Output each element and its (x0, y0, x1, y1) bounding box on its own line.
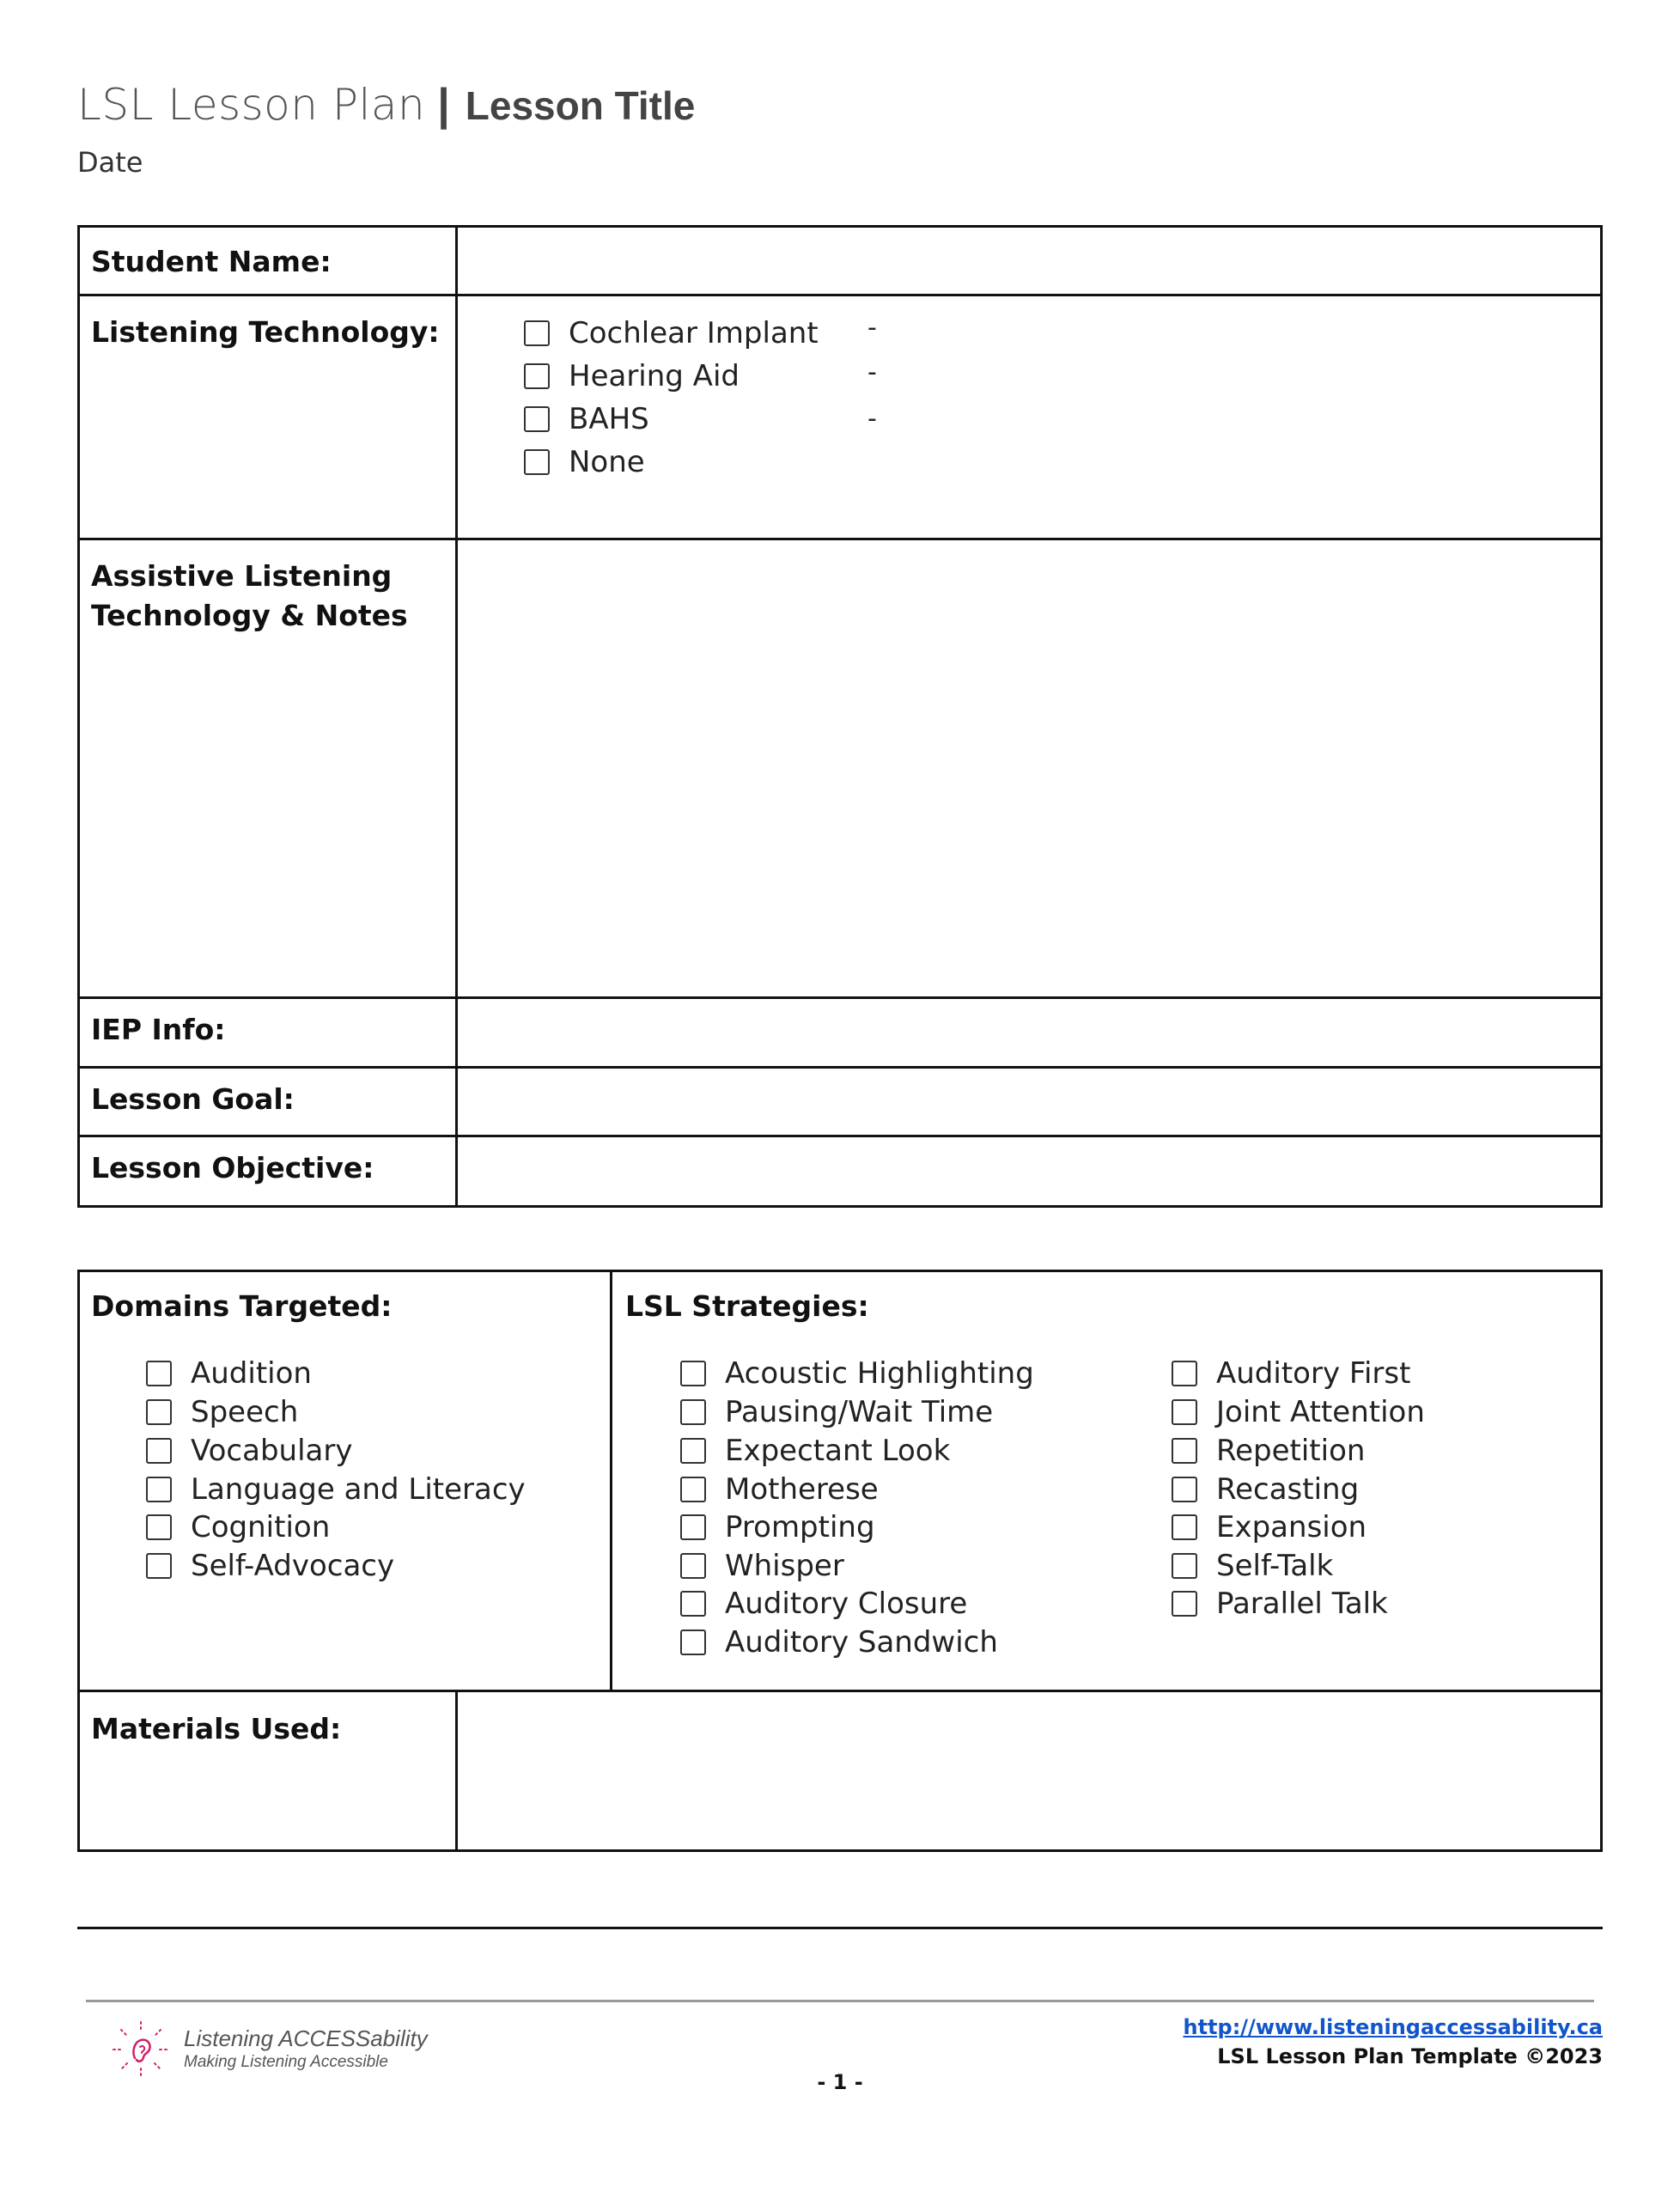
student-name-field[interactable] (459, 228, 1600, 293)
logo-tagline: Making Listening Accessible (184, 2053, 388, 2071)
lesson-objective-field[interactable] (459, 1137, 1600, 1206)
strategy-auditory-closure[interactable]: Auditory Closure (680, 1585, 967, 1623)
website-link[interactable]: http://www.listeningaccessability.ca (1183, 2015, 1603, 2039)
checkbox[interactable] (680, 1361, 706, 1386)
date-field[interactable]: Date (77, 146, 143, 179)
strategy-motherese[interactable]: Motherese (680, 1471, 879, 1508)
option-hearing-aid[interactable]: Hearing Aid (524, 357, 740, 395)
strategy-whisper[interactable]: Whisper (680, 1547, 844, 1585)
domain-vocabulary[interactable]: Vocabulary (146, 1432, 352, 1470)
copyright-text: LSL Lesson Plan Template ©2023 (1217, 2044, 1603, 2068)
iep-info-label: IEP Info: (91, 1013, 226, 1046)
checkbox[interactable] (146, 1514, 172, 1540)
checkbox[interactable] (680, 1553, 706, 1579)
table-divider (610, 1270, 612, 1691)
divider-line (77, 1927, 1603, 1929)
strategy-prompting[interactable]: Prompting (680, 1508, 875, 1546)
lesson-objective-label: Lesson Objective: (91, 1151, 374, 1185)
page-title: LSL Lesson Plan (77, 80, 426, 130)
listening-technology-label: Listening Technology: (91, 315, 440, 349)
checkbox[interactable] (146, 1399, 172, 1425)
logo-name: Listening ACCESSability (184, 2025, 428, 2051)
domain-self-advocacy[interactable]: Self-Advocacy (146, 1547, 394, 1585)
checkbox[interactable] (1172, 1591, 1197, 1617)
dash-marker: - (867, 313, 877, 343)
iep-info-field[interactable] (459, 999, 1600, 1065)
strategy-acoustic-highlighting[interactable]: Acoustic Highlighting (680, 1355, 1034, 1392)
strategy-joint-attention[interactable]: Joint Attention (1172, 1393, 1425, 1431)
strategy-expansion[interactable]: Expansion (1172, 1508, 1367, 1546)
footer-divider (86, 2000, 1594, 2002)
strategy-recasting[interactable]: Recasting (1172, 1471, 1359, 1508)
domain-audition[interactable]: Audition (146, 1355, 312, 1392)
strategy-auditory-sandwich[interactable]: Auditory Sandwich (680, 1623, 998, 1661)
table-divider (77, 294, 1603, 296)
dash-marker: - (867, 404, 877, 434)
strategy-pausing-wait-time[interactable]: Pausing/Wait Time (680, 1393, 993, 1431)
lesson-title[interactable]: Lesson Title (465, 83, 696, 128)
checkbox[interactable] (680, 1477, 706, 1502)
strategy-expectant-look[interactable]: Expectant Look (680, 1432, 950, 1470)
page-number: - 1 - (817, 2070, 863, 2094)
title-separator: | (437, 80, 450, 130)
checkbox[interactable] (146, 1553, 172, 1579)
lesson-goal-label: Lesson Goal: (91, 1082, 295, 1116)
dash-marker: - (867, 357, 877, 387)
checkbox[interactable] (680, 1399, 706, 1425)
checkbox[interactable] (524, 363, 550, 389)
checkbox[interactable] (1172, 1514, 1197, 1540)
strategy-parallel-talk[interactable]: Parallel Talk (1172, 1585, 1388, 1623)
checkbox[interactable] (146, 1361, 172, 1386)
option-bahs[interactable]: BAHS (524, 400, 649, 438)
student-name-label: Student Name: (91, 245, 332, 278)
checkbox[interactable] (1172, 1477, 1197, 1502)
checkbox[interactable] (146, 1477, 172, 1502)
assistive-listening-label: Assistive Listening Technology & Notes (91, 559, 408, 632)
domain-language-literacy[interactable]: Language and Literacy (146, 1471, 526, 1508)
checkbox[interactable] (1172, 1399, 1197, 1425)
checkbox[interactable] (680, 1629, 706, 1655)
domain-cognition[interactable]: Cognition (146, 1508, 330, 1546)
assistive-notes-field[interactable] (459, 540, 1600, 996)
page-header (77, 79, 695, 131)
materials-used-label: Materials Used: (91, 1712, 342, 1745)
domain-speech[interactable]: Speech (146, 1393, 298, 1431)
table-divider (455, 1690, 458, 1852)
footer-info (1183, 2013, 1603, 2071)
checkbox[interactable] (680, 1514, 706, 1540)
table-divider (455, 225, 458, 1208)
checkbox[interactable] (524, 320, 550, 346)
checkbox[interactable] (680, 1438, 706, 1464)
materials-used-field[interactable] (459, 1692, 1600, 1850)
checkbox[interactable] (524, 449, 550, 475)
checkbox[interactable] (1172, 1361, 1197, 1386)
lsl-strategies-label: LSL Strategies: (625, 1289, 869, 1323)
lesson-goal-field[interactable] (459, 1069, 1600, 1134)
checkbox[interactable] (1172, 1553, 1197, 1579)
option-cochlear-implant[interactable]: Cochlear Implant (524, 314, 819, 352)
checkbox[interactable] (146, 1438, 172, 1464)
checkbox[interactable] (680, 1591, 706, 1617)
strategy-repetition[interactable]: Repetition (1172, 1432, 1365, 1470)
strategy-self-talk[interactable]: Self-Talk (1172, 1547, 1333, 1585)
strategy-auditory-first[interactable]: Auditory First (1172, 1355, 1410, 1392)
option-none[interactable]: None (524, 443, 645, 481)
checkbox[interactable] (524, 406, 550, 432)
domains-targeted-label: Domains Targeted: (91, 1289, 393, 1323)
checkbox[interactable] (1172, 1438, 1197, 1464)
